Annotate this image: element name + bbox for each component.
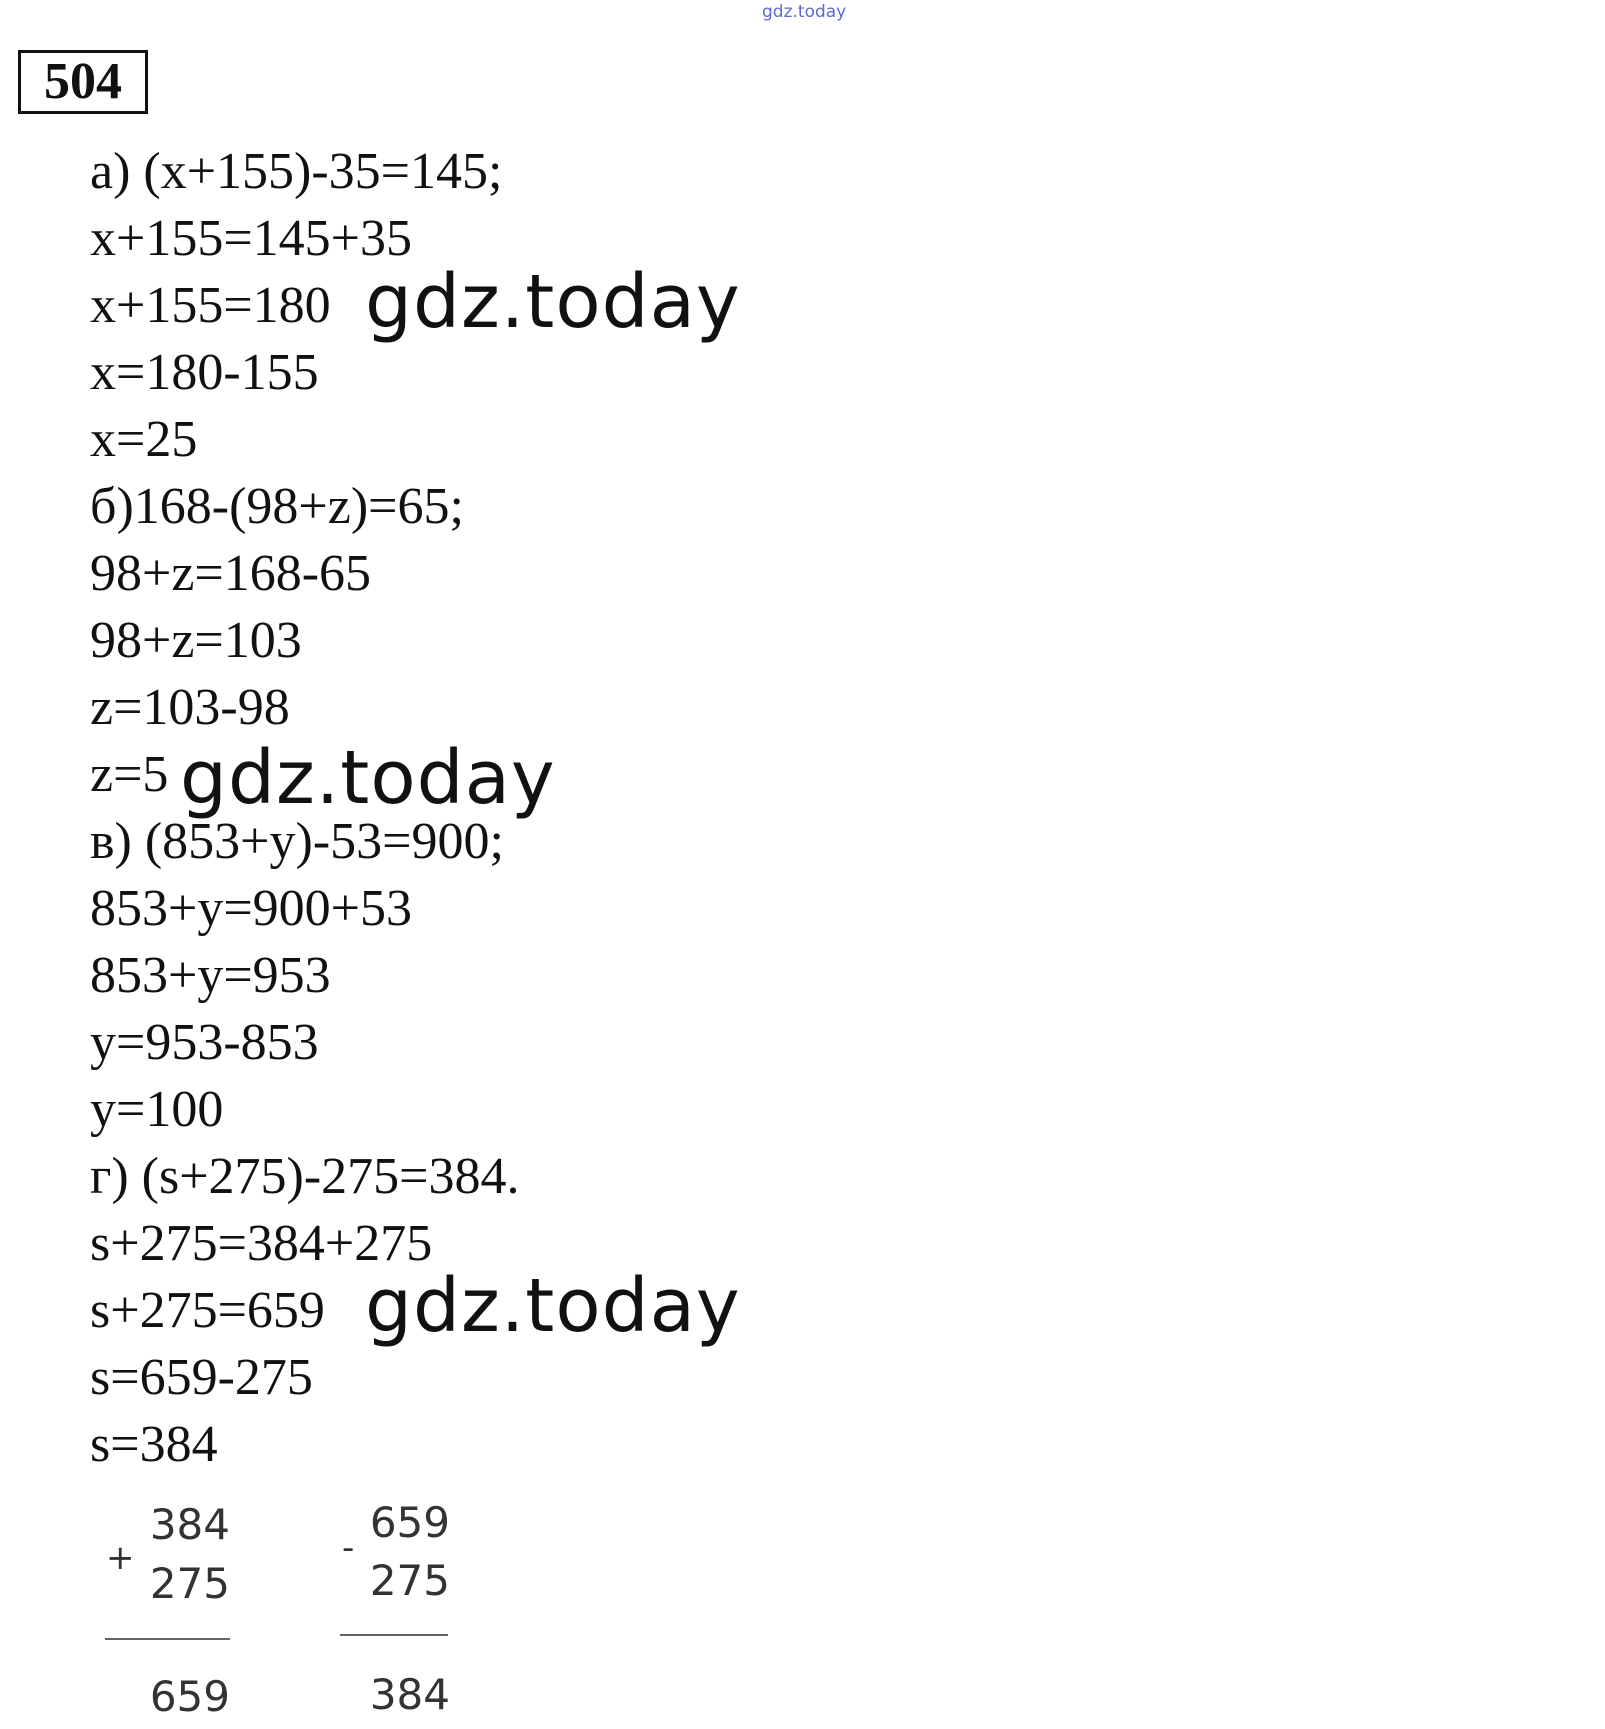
- column-add-result: 659: [149, 1672, 230, 1721]
- solution-line: s+275=384+275: [90, 1215, 433, 1272]
- solution-line: x+155=145+35: [90, 210, 412, 267]
- solution-line: s+275=659: [90, 1282, 325, 1339]
- solution-line: s=384: [90, 1416, 218, 1473]
- solution-line: а) (x+155)-35=145;: [90, 143, 503, 200]
- solution-line: 98+z=103: [90, 612, 302, 669]
- solution-line: г) (s+275)-275=384.: [90, 1148, 520, 1205]
- watermark: gdz.today: [365, 259, 741, 345]
- watermark-top: gdz.today: [762, 2, 847, 22]
- column-sub-bottom: 275: [369, 1556, 450, 1605]
- column-sub-top: 659: [369, 1498, 450, 1547]
- solution-line: 853+y=900+53: [90, 880, 412, 937]
- column-add-bottom: 275: [149, 1559, 230, 1608]
- column-sub-result: 384: [369, 1670, 450, 1719]
- watermark: gdz.today: [365, 1263, 741, 1349]
- solution-line: s=659-275: [90, 1349, 313, 1406]
- column-add-top: 384: [149, 1500, 230, 1549]
- watermark: gdz.today: [180, 735, 556, 821]
- column-sub-rule: [340, 1634, 448, 1636]
- column-add-rule: [105, 1638, 230, 1640]
- solution-line: x=180-155: [90, 344, 319, 401]
- solution-line: б)168-(98+z)=65;: [90, 478, 464, 535]
- solution-line: y=100: [90, 1081, 224, 1138]
- task-number: 504: [18, 50, 148, 114]
- solution-line: x=25: [90, 411, 198, 468]
- solution-line: 98+z=168-65: [90, 545, 372, 602]
- plus-sign: +: [106, 1538, 135, 1578]
- solution-line: z=103-98: [90, 679, 290, 736]
- solution-line: x+155=180: [90, 277, 331, 334]
- solution-line: z=5: [90, 746, 169, 803]
- solution-line: в) (853+y)-53=900;: [90, 813, 504, 870]
- solution-line: 853+y=953: [90, 947, 331, 1004]
- minus-sign: -: [342, 1528, 355, 1568]
- solution-line: y=953-853: [90, 1014, 319, 1071]
